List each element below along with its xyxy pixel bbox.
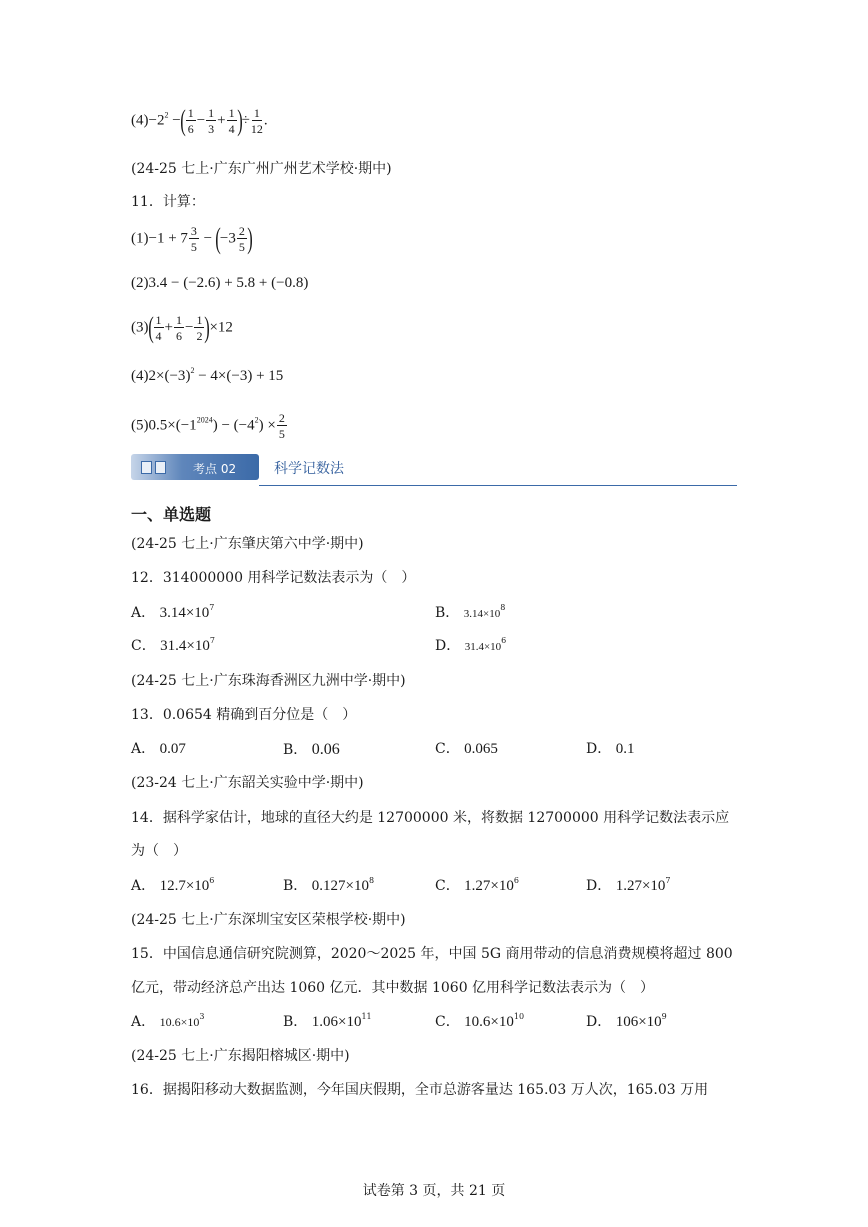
problem-11-5: $(5)0.5\times(-1^{2024}) - (-4^2)$ × $\frac{2}{5}$	[131, 411, 285, 441]
option-c: C． 0.065	[435, 741, 498, 757]
option-b: B． $1.06\times 10^{11}$	[283, 1012, 372, 1030]
question-14-line1: 14．据科学家估计，地球的直径大约是 12700000 米，将数据 12700000 用科学记数法表示应	[131, 810, 730, 826]
source-note: (24-25 七上·广东深圳宝安区荣根学校·期中)	[131, 912, 406, 928]
book-icon	[141, 461, 167, 474]
option-c: C． $10.6\times 10^{10}$	[435, 1012, 525, 1030]
fraction: $\frac{1}{4}$	[228, 106, 235, 136]
item-label: (4)	[131, 112, 149, 129]
problem-11-4: $(4)2\times(-3)^2 - 4\times(-3) + 15$	[131, 366, 284, 384]
option-d: D． $31.4\times 10^6$	[435, 636, 507, 654]
option-b: B． $0.127\times 10^8$	[283, 876, 375, 894]
option-d: D． $106\times 10^9$	[586, 1012, 667, 1030]
problem-11-1: (1)−1 + 7 $\frac{3}{5}$ − (−3 $\frac{2}{5}$ )	[131, 222, 253, 255]
option-a: A． $3.14\times 10^7$	[131, 603, 215, 621]
source-note: (24-25 七上·广东珠海香洲区九洲中学·期中)	[131, 673, 406, 689]
question-16-line1: 16．据揭阳移动大数据监测，今年国庆假期，全市总游客量达 165.03 万人次，165.03 万用	[131, 1082, 709, 1098]
option-a: A． 0.07	[131, 741, 186, 757]
question-13: 13．0.0654 精确到百分位是（ ）	[131, 707, 357, 723]
question-11-title: 11．计算：	[131, 194, 205, 210]
question-15-line2: 亿元，带动经济总产出达 1060 亿元．其中数据 1060 亿用科学记数法表示为（ ）	[131, 980, 655, 996]
option-c: C． $1.27\times 10^6$	[435, 876, 519, 894]
question-15-line1: 15．中国信息通信研究院测算，2020～2025 年，中国 5G 商用带动的信息消费规模将超过 800	[131, 946, 733, 962]
category-divider	[259, 485, 737, 486]
option-c: C． $31.4\times 10^7$	[131, 636, 215, 654]
category-banner	[131, 454, 259, 480]
fraction: $\frac{1}{12}$	[250, 106, 263, 136]
option-b: B． 0.06	[283, 741, 340, 758]
fraction: $\frac{1}{3}$	[208, 106, 215, 136]
option-d: D． $1.27\times 10^7$	[586, 876, 671, 894]
source-note: (24-25 七上·广东肇庆第六中学·期中)	[131, 536, 364, 552]
section-heading: 一、单选题	[131, 505, 212, 524]
problem-11-2: (2)3.4 − (−2.6) + 5.8 + (−0.8)	[131, 275, 309, 291]
fraction: $\frac{1}{6}$	[187, 106, 194, 136]
source-note: (24-25 七上·广东广州广州艺术学校·期中)	[131, 161, 392, 177]
option-a: A． $12.7\times 10^6$	[131, 876, 215, 894]
source-note: (24-25 七上·广东揭阳榕城区·期中)	[131, 1048, 350, 1064]
question-14-line2: 为（ ）	[131, 843, 187, 859]
source-note: (23-24 七上·广东韶关实验中学·期中)	[131, 775, 364, 791]
category-title: 科学记数法	[274, 461, 344, 477]
problem-10-4: $(4)-2^2$ −( $\frac{1}{6}$ − $\frac{1}{3}$ + $\frac{1}{4}$ )÷ $\frac{1}{12}$ .	[131, 104, 268, 137]
option-d: D． 0.1	[586, 741, 635, 757]
page-footer: 试卷第 3 页，共 21 页	[362, 1183, 506, 1199]
category-label: 考点 02	[193, 462, 237, 476]
question-12: 12．314000000 用科学记数法表示为（ ）	[131, 570, 416, 586]
option-a: A． $10.6\times 10^3$	[131, 1012, 205, 1030]
option-b: B． $3.14\times 10^8$	[435, 603, 506, 621]
problem-11-3: (3)( $\frac{1}{4}$ + $\frac{1}{6}$ − $\frac{1}{2}$ )×12	[131, 311, 233, 344]
